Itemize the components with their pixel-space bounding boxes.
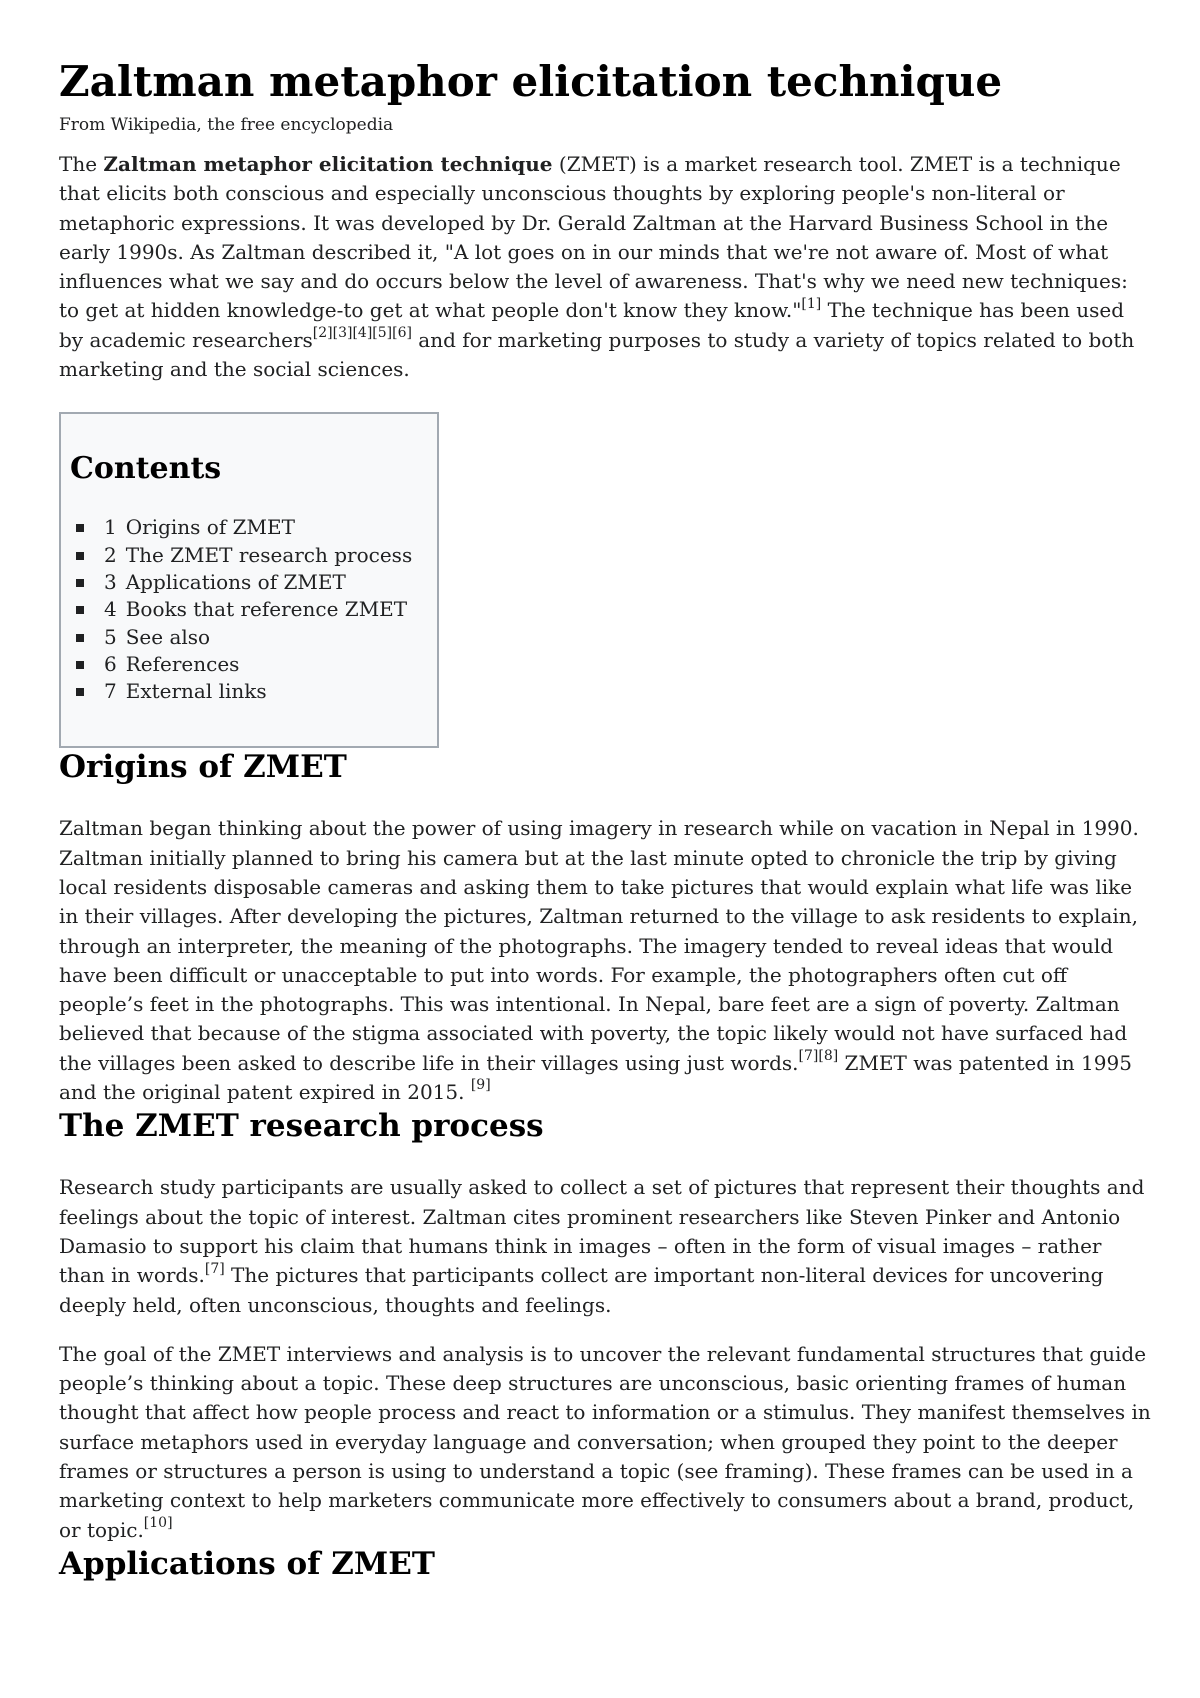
toc-item-applications[interactable] (104, 569, 429, 596)
citation-link[interactable]: [7] (204, 1260, 225, 1277)
bullet-icon (76, 661, 84, 669)
toc-number: 6 (104, 651, 117, 676)
process-text-1: Research study participants are usually asked to collect a set of pictures that represent their thoughts and feelings about the topic of interest. Zaltman cites prominent researchers like Steven Pinker and Antonio Damasio to support his claim that humans think in images – often in the form of visual images – rather than in words. (59, 1175, 1145, 1288)
origins-text-2: ZMET was patented in 1995 and the original patent expired in 2015. (59, 1050, 1132, 1105)
citation-link[interactable]: [10] (143, 1514, 173, 1531)
lead-paragraph (59, 150, 1152, 384)
bullet-icon (76, 634, 84, 642)
toc-label: References (125, 651, 240, 676)
origins-text-1: Zaltman began thinking about the power of using imagery in research while on vacation in Nepal in 1990. Zaltman initially planned to bring his camera but at the last minute opted to chronicle the trip by giving local residents disposable cameras and asking them to take pictures that would explain what life was like in their villages. After developing the pictures, Zaltman returned to the village to ask residents to explain, through an interpreter, the meaning of the photographs. The imagery tended to reveal ideas that would have been difficult or unacceptable to put into words. For example, the photographers often cut off people’s feet in the photographs. This was intentional. In Nepal, bare feet are a sign of poverty. Zaltman believed that because of the stigma associated with poverty, the topic likely would not have surfaced had the villages been asked to describe life in their villages using just words. (59, 816, 1139, 1075)
toc-item-origins[interactable] (104, 514, 429, 541)
process-paragraph-2 (59, 1340, 1152, 1545)
toc-label: The ZMET research process (125, 542, 413, 567)
section-heading-applications: Applications of ZMET (59, 1545, 435, 1582)
toc-label: Books that reference ZMET (125, 597, 408, 622)
lead-text-pre: The (59, 152, 104, 176)
page-title: Zaltman metaphor elicitation technique (59, 57, 1003, 106)
bullet-icon (76, 606, 84, 614)
toc-item-external-links[interactable] (104, 678, 429, 705)
origins-paragraph (59, 814, 1152, 1107)
toc-list (70, 514, 429, 705)
toc-item-books[interactable] (104, 596, 429, 623)
citation-link[interactable]: [2][3][4][5][6] (312, 325, 412, 342)
toc-item-research-process[interactable] (104, 542, 429, 569)
bullet-icon (76, 688, 84, 696)
site-tagline: From Wikipedia, the free encyclopedia (59, 115, 394, 135)
process-text-2: The pictures that participants collect are important non-literal devices for uncovering deeply held, often unconscious, thoughts and feelings. (59, 1263, 1104, 1317)
section-heading-origins: Origins of ZMET (59, 749, 347, 786)
toc-number: 1 (104, 515, 117, 540)
process-text-3: The goal of the ZMET interviews and analysis is to uncover the relevant fundamental structures that guide people’s thinking about a topic. These deep structures are unconscious, basic orienting frames of human thought that affect how people process and react to information or a stimulus. They manifest themselves in surface metaphors used in everyday language and conversation; when grouped they point to the deeper frames or structures a person is using to understand a topic (see framing). These frames can be used in a marketing context to help marketers communicate more effectively to consumers about a brand, product, or topic. (59, 1341, 1151, 1542)
lead-text-3: and for marketing purposes to study a variety of topics related to both marketing and the social sciences. (59, 327, 1135, 382)
toc-number: 7 (104, 679, 117, 704)
lead-text-1: (ZMET) is a market research tool. ZMET is a technique that elicits both conscious and especially unconscious thoughts by exploring people's non-literal or metaphoric expressions. It was developed by Dr. Gerald Zaltman at the Harvard Business School in the early 1990s. As Zaltman described it, "A lot goes on in our minds that we're not aware of. Most of what influences what we say and do occurs below the level of awareness. That's why we need new techniques: to get at hidden knowledge-to get at what people don't know they know." (59, 152, 1128, 323)
bullet-icon (76, 552, 84, 560)
toc-item-references[interactable] (104, 651, 429, 678)
section-heading-research-process: The ZMET research process (59, 1108, 544, 1145)
lead-bold-term: Zaltman metaphor elicitation technique (103, 152, 553, 176)
toc-label: Origins of ZMET (125, 515, 295, 540)
toc-number: 2 (104, 542, 117, 567)
bullet-icon (76, 524, 84, 532)
citation-link[interactable]: [9] (470, 1077, 491, 1094)
table-of-contents (59, 412, 439, 748)
bullet-icon (76, 579, 84, 587)
toc-label: External links (125, 679, 267, 704)
toc-label: See also (125, 624, 211, 649)
toc-number: 5 (104, 624, 117, 649)
toc-label: Applications of ZMET (125, 569, 346, 594)
process-paragraph-1 (59, 1173, 1152, 1319)
toc-number: 4 (104, 597, 117, 622)
citation-link[interactable]: [1] (801, 295, 822, 312)
lead-text-2: The technique has been used by academic researchers (59, 298, 1125, 352)
toc-heading: Contents (70, 451, 222, 487)
toc-item-see-also[interactable] (104, 624, 429, 651)
toc-number: 3 (104, 569, 117, 594)
citation-link[interactable]: [7][8] (798, 1048, 839, 1065)
